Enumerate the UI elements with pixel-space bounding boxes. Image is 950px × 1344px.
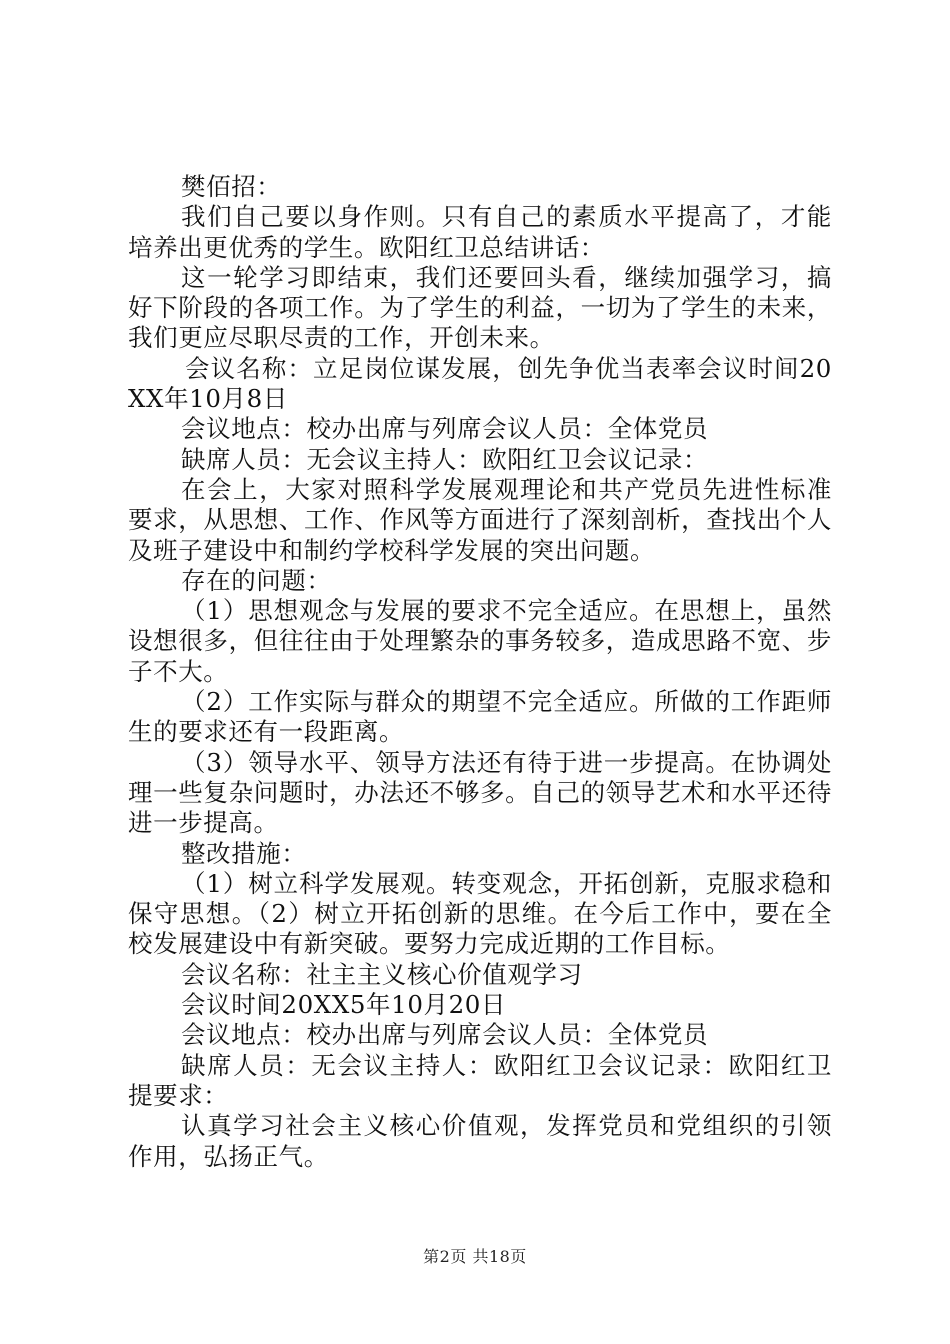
paragraph: 缺席人员：无会议主持人：欧阳红卫会议记录：	[181, 444, 709, 474]
paragraph: （3）领导水平、领导方法还有待于进一步提高。在协调处理一些复杂问题时，办法还不够多。自己的领导艺术和水平还待进一步提高。	[128, 747, 832, 838]
paragraph: 整改措施：	[181, 838, 307, 868]
paragraph: 樊佰招：	[181, 172, 282, 201]
paragraph: 缺席人员：无会议主持人：欧阳红卫会议记录：欧阳红卫提要求：	[128, 1050, 832, 1110]
paragraph: 存在的问题：	[181, 565, 332, 595]
paragraph: 会议名称：社主主义核心价值观学习	[181, 959, 583, 989]
paragraph: 会议名称：立足岗位谋发展，创先争优当表率会议时间20XX年10月8日	[128, 353, 832, 414]
paragraph: 我们自己要以身作则。只有自己的素质水平提高了，才能培养出更优秀的学生。欧阳红卫总结讲话：	[128, 202, 832, 262]
paragraph: （1）树立科学发展观。转变观念，开拓创新，克服求稳和保守思想。（2）树立开拓创新的思维。在今后工作中，要在全校发展建设中有新突破。要努力完成近期的工作目标。	[128, 868, 832, 959]
paragraph: 在会上，大家对照科学发展观理论和共产党员先进性标准要求，从思想、工作、作风等方面进行了深刻剖析，查找出个人及班子建设中和制约学校科学发展的突出问题。	[128, 474, 832, 565]
paragraph: （2）工作实际与群众的期望不完全适应。所做的工作距师生的要求还有一段距离。	[128, 687, 832, 747]
paragraph: 认真学习社会主义核心价值观，发挥党员和党组织的引领作用，弘扬正气。	[128, 1111, 832, 1171]
paragraph: 会议地点：校办出席与列席会议人员：全体党员	[181, 1020, 709, 1050]
paragraph: 会议时间20XX5年10月20日	[181, 990, 507, 1020]
paragraph: 这一轮学习即结束，我们还要回头看，继续加强学习，搞好下阶段的各项工作。为了学生的利益，一切为了学生的未来，我们更应尽职尽责的工作，开创未来。	[128, 262, 832, 353]
paragraph: 会议地点：校办出席与列席会议人员：全体党员	[181, 414, 709, 444]
page-number-footer: 第2页 共18页	[423, 1247, 527, 1266]
paragraph: （1）思想观念与发展的要求不完全适应。在思想上，虽然设想很多，但往往由于处理繁杂的事务较多，造成思路不宽、步子不大。	[128, 596, 832, 686]
document-body	[128, 172, 832, 1172]
